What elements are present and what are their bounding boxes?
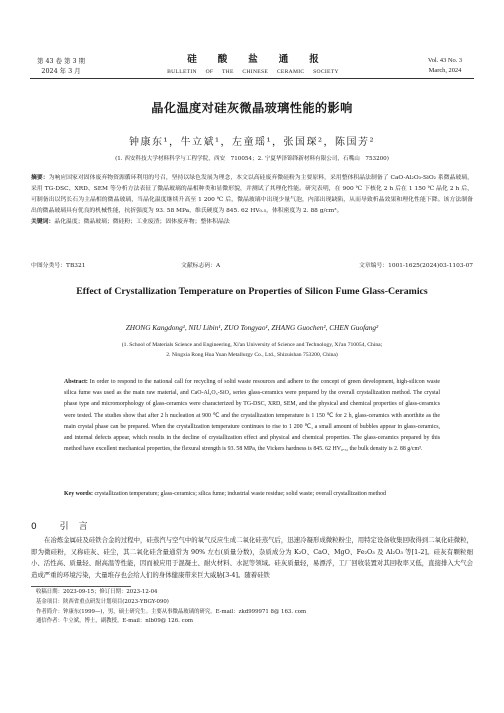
affiliation-en-line: (1. School of Materials Science and Engineering, Xi'an University of Science and Technology, Xi'an 710054, China; xyxy=(121,342,383,348)
journal-name-en: BULLETIN OF THE CHINESE CERAMIC SOCIETY xyxy=(167,69,339,75)
affiliation-en xyxy=(32,340,472,360)
section-number: 0 xyxy=(31,522,47,532)
section-title: 引言 xyxy=(59,522,98,532)
volume-issue-cn: 第 43 卷 第 3 期 xyxy=(37,57,85,65)
footnote-received: 收稿日期：2023-09-15；修订日期：2023-12-04 xyxy=(36,589,158,595)
footnotes xyxy=(36,588,473,627)
header-left xyxy=(30,56,92,76)
footnote-funding: 基金项目：陕西省重点研发计划项目(2023-YBGY-090) xyxy=(36,598,169,605)
footnote-author-bio: 作者简介：钟康东(1999—)，男，硕士研究生。主要从事微晶玻璃的研究。E-mail：zkd999971 8@ 163. com xyxy=(36,608,307,615)
clc-number: 中图分类号：TB321 xyxy=(31,263,86,269)
section-heading xyxy=(31,519,98,532)
affiliation-cn: (1. 西安科技大学材料科学与工程学院，西安 710054；2. 宁夏华泽锦锋新材料有限公司，石嘴山 753200) xyxy=(115,156,389,162)
abstract-cn-text: 为响应国家对固体废弃物资源循环利用的号召，坚持以绿色发展为理念，本文以高硅废弃微硅粉为主要原料，采用整体积晶法制备了 CaO-Al₂O₃-SiO₂ 系微晶玻璃，采用 TG-DSC、XRD、SEM 等分析方法表征了微晶玻璃的晶相种类和显微形貌，并测试了其理化性能。研究表明，在 900 ℃ 下核化 2 h 后在 1 150 ℃ 晶化 2 h 后，可制备出以钙长石为主晶相的微晶玻璃，当晶化温度继续升高至 1 200 ℃ 后，微晶玻璃中出现少量气泡，内部出现缺陷，从而导致析晶效果和理化性能下降。该方法制备出的微晶玻璃具有优良的机械性能，抗折强度为 93. 58 MPa，维氏硬度为 845. 62 HV₀.₅，体积密度为 2. 88 g/cm³。 xyxy=(31,175,473,214)
keywords-cn-text: 晶化温度；微晶玻璃；微硅粉；工业废渣；固体废弃物；整体积晶法 xyxy=(54,219,230,225)
keywords-en xyxy=(64,489,440,500)
abstract-cn-label: 摘要： xyxy=(31,175,49,181)
header-right xyxy=(416,56,474,76)
date-cn: 2024 年 3 月 xyxy=(41,67,81,75)
paper-title-cn: 晶化温度对硅灰微晶玻璃性能的影响 xyxy=(151,101,353,115)
journal-name-cn: 硅酸盐通报 xyxy=(187,54,340,65)
header-rule xyxy=(30,78,474,79)
abstract-en-label: Abstract: xyxy=(64,379,88,385)
introduction-paragraph: 在冶炼金属硅及硅铁合金的过程中，硅蒸汽与空气中的氧气反应生成二氧化硅蒸气后，迅速冷凝形成微粒粉尘，用特定设备收集回收得到二氧化硅微粒，即为微硅粉，又称硅灰、硅尘，其二氧化硅含量通常为 90% 左右(质量分数)，杂质成分为 K₂O、CaO、MgO、Fe₂O₃ 及 Al₂O₃ 等[1-2]。硅灰有颗粒细小、活性高、质量轻、耐高温等性能，因而被应用于混凝土、耐火材料、水泥等领域。硅灰质量轻，易漂浮，工厂回收装置对其回收率又低，直接排入大气会造成严重的环境污染，大量堆存也会给人们的身体健康带来巨大威胁[3-4]。随着硅铁 xyxy=(31,536,473,579)
keywords-en-label: Key words: xyxy=(64,491,93,497)
keywords-cn-label: 关键词： xyxy=(31,219,55,225)
paper-title-en: Effect of Crystallization Temperature on Properties of Silicon Fume Glass-Ceramics xyxy=(76,286,428,297)
authors-en: ZHONG Kangdong¹, NIU Libin¹, ZUO Tongyao¹, ZHANG Guochen², CHEN Guofang² xyxy=(125,323,379,332)
footnote-corresponding: 通信作者：牛立斌，博士，副教授。E-mail：nlb09@ 126. com xyxy=(36,618,193,625)
abstract-en-text: In order to respond to the national call for recycling of solid waste resources and adhere to the concept of green development, high-silicon waste silica fume was used as the main raw material, and CaO-Al₂O₃-SiO₂ series glass-ceramics were prepared by the overall crystallization method. The crystal phase type and micromorphology of glass-ceramics were characterized by TG-DSC, XRD, SEM, and the physical and chemical properties of glass-ceramics were tested. The studies show that after 2 h nucleation at 900 ℃ and the crystallization temperature is 1 150 ℃ for 2 h, glass-ceramics with anorthite as the main crystal phase can be prepared. When the crystallization temperature continues to rise to 1 200 ℃, a small amount of bubbles appear in glass-ceramics, and internal defects appear, which results in the decline of crystallization effect and physical and chemical properties. The glass-ceramics prepared by this method have excellent mechanical properties, the flexural strength is 93. 58 MPa, the Vickers hardness is 845. 62 HV₀.₅, the bulk density is 2. 88 g/cm³. xyxy=(64,379,440,453)
document-code: 文献标志码：A xyxy=(181,263,221,269)
keywords-en-text: crystallization temperature; glass-ceramics; silica fume; industrial waste residue; solid waste; overall crystallization method xyxy=(94,491,386,497)
abstract-en xyxy=(64,377,440,455)
authors-cn: 钟康东¹，牛立斌¹，左童瑶¹，张国琛²，陈国芳² xyxy=(128,137,376,148)
affiliation-en-line: 2. Ningxia Rong Hua Yuan Metallurgy Co., Ltd., Shizuishan 753200, China) xyxy=(166,352,338,359)
article-number: 文章编号：1001-1625(2024)03-1103-07 xyxy=(358,263,473,269)
footnote-rule xyxy=(31,586,131,587)
date-en: March, 2024 xyxy=(428,67,462,74)
header-center xyxy=(150,54,356,77)
volume-issue-en: Vol. 43 No. 3 xyxy=(427,57,463,64)
abstract-cn xyxy=(31,173,473,228)
